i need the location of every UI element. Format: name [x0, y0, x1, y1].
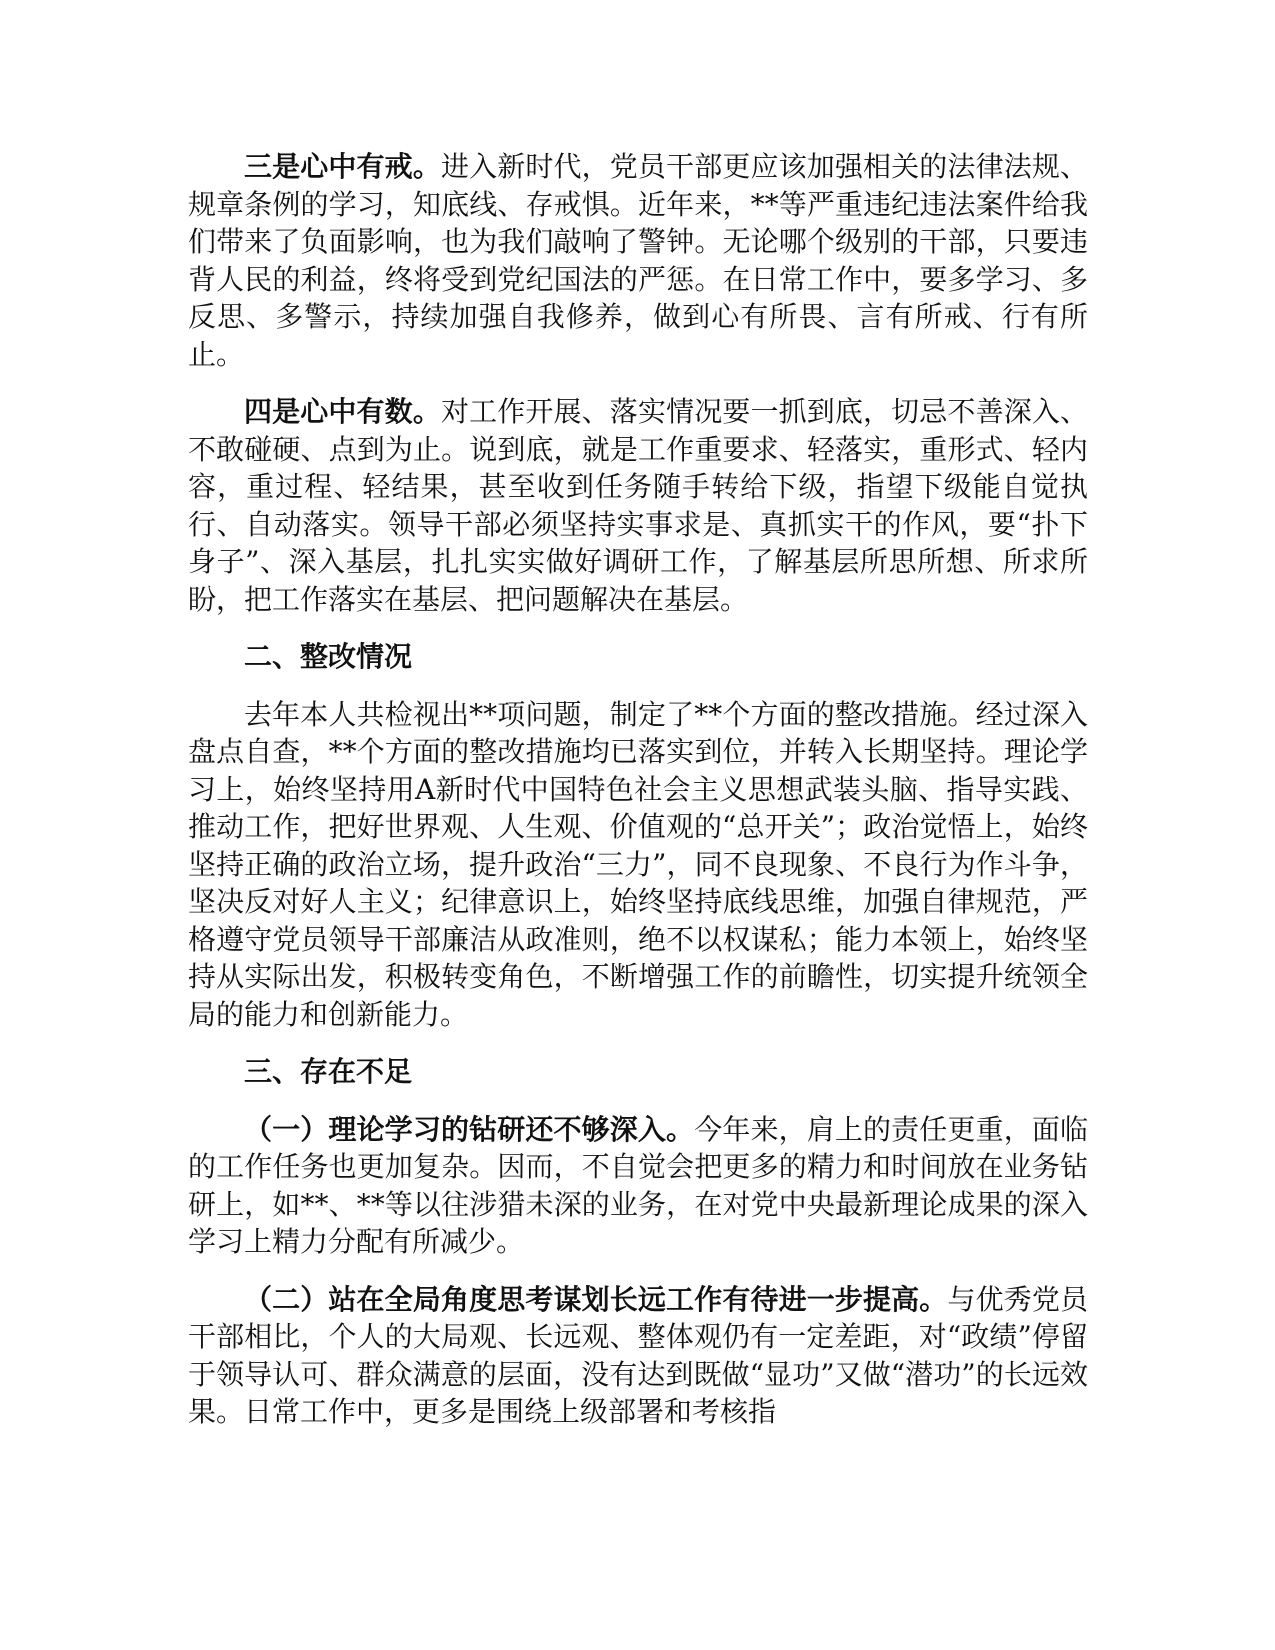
paragraph-body: 去年本人共检视出**项问题，制定了**个方面的整改措施。经过深入盘点自查，**个方面的整改措施均已落实到位，并转入长期坚持。理论学习上，始终坚持用A新时代中国特色社会主义思想武装头脑、指导实践、推动工作，把好世界观、人生观、价值观的“总开关”；政治觉悟上，始终坚持正确的政治立场，提升政治“三力”，同不良现象、不良行为作斗争，坚决反对好人主义；纪律意识上，始终坚持底线思维，加强自律规范，严格遵守党员领导干部廉洁从政准则，绝不以权谋私；能力本领上，始终坚持从实际出发，积极转变角色，不断增强工作的前瞻性，切实提升统领全局的能力和创新能力。 [188, 697, 1088, 1031]
document-page [188, 148, 1088, 1451]
paragraph-shortcoming-1 [188, 1111, 1088, 1261]
section-heading-shortcomings: 三、存在不足 [244, 1055, 413, 1088]
paragraph-body: 今年来，肩上的责任更重，面临的工作任务也更加复杂。因而，不自觉会把更多的精力和时间放在业务钻研上，如**、**等以往涉猎未深的业务，在对党中央最新理论成果的深入学习上精力分配有所减少。 [188, 1112, 1088, 1258]
paragraph-xin-zhong-you-jie [188, 148, 1088, 373]
paragraph-shortcoming-2 [188, 1281, 1088, 1431]
paragraph-xin-zhong-you-shu [188, 393, 1088, 618]
paragraph-lead: （二）站在全局角度思考谋划长远工作有待进一步提高。 [244, 1282, 948, 1316]
paragraph-lead: （一）理论学习的钻研还不够深入。 [244, 1112, 695, 1146]
paragraph-lead: 三是心中有戒。 [244, 150, 441, 183]
paragraph-body: 进入新时代，党员干部更应该加强相关的法律法规、规章条例的学习，知底线、存戒惧。近年来，**等严重违纪违法案件给我们带来了负面影响，也为我们敲响了警钟。无论哪个级别的干部，只要违背人民的利益，终将受到党纪国法的严惩。在日常工作中，要多学习、多反思、多警示，持续加强自我修养，做到心有所畏、言有所戒、行有所止。 [188, 150, 1088, 371]
paragraph-rectification-body [188, 696, 1088, 1034]
section-heading-rectification: 二、整改情况 [244, 640, 413, 673]
paragraph-body: 与优秀党员干部相比，个人的大局观、长远观、整体观仍有一定差距，对“政绩”停留于领导认可、群众满意的层面，没有达到既做“显功”又做“潜功”的长远效果。日常工作中，更多是围绕上级部署和考核指 [188, 1282, 1088, 1428]
paragraph-lead: 四是心中有数。 [244, 395, 441, 428]
paragraph-body: 对工作开展、落实情况要一抓到底，切忌不善深入、不敢碰硬、点到为止。说到底，就是工作重要求、轻落实，重形式、轻内容，重过程、轻结果，甚至收到任务随手转给下级，指望下级能自觉执行、自动落实。领导干部必须坚持实事求是、真抓实干的作风，要“扑下身子”、深入基层，扎扎实实做好调研工作，了解基层所思所想、所求所盼，把工作落实在基层、把问题解决在基层。 [188, 395, 1088, 616]
